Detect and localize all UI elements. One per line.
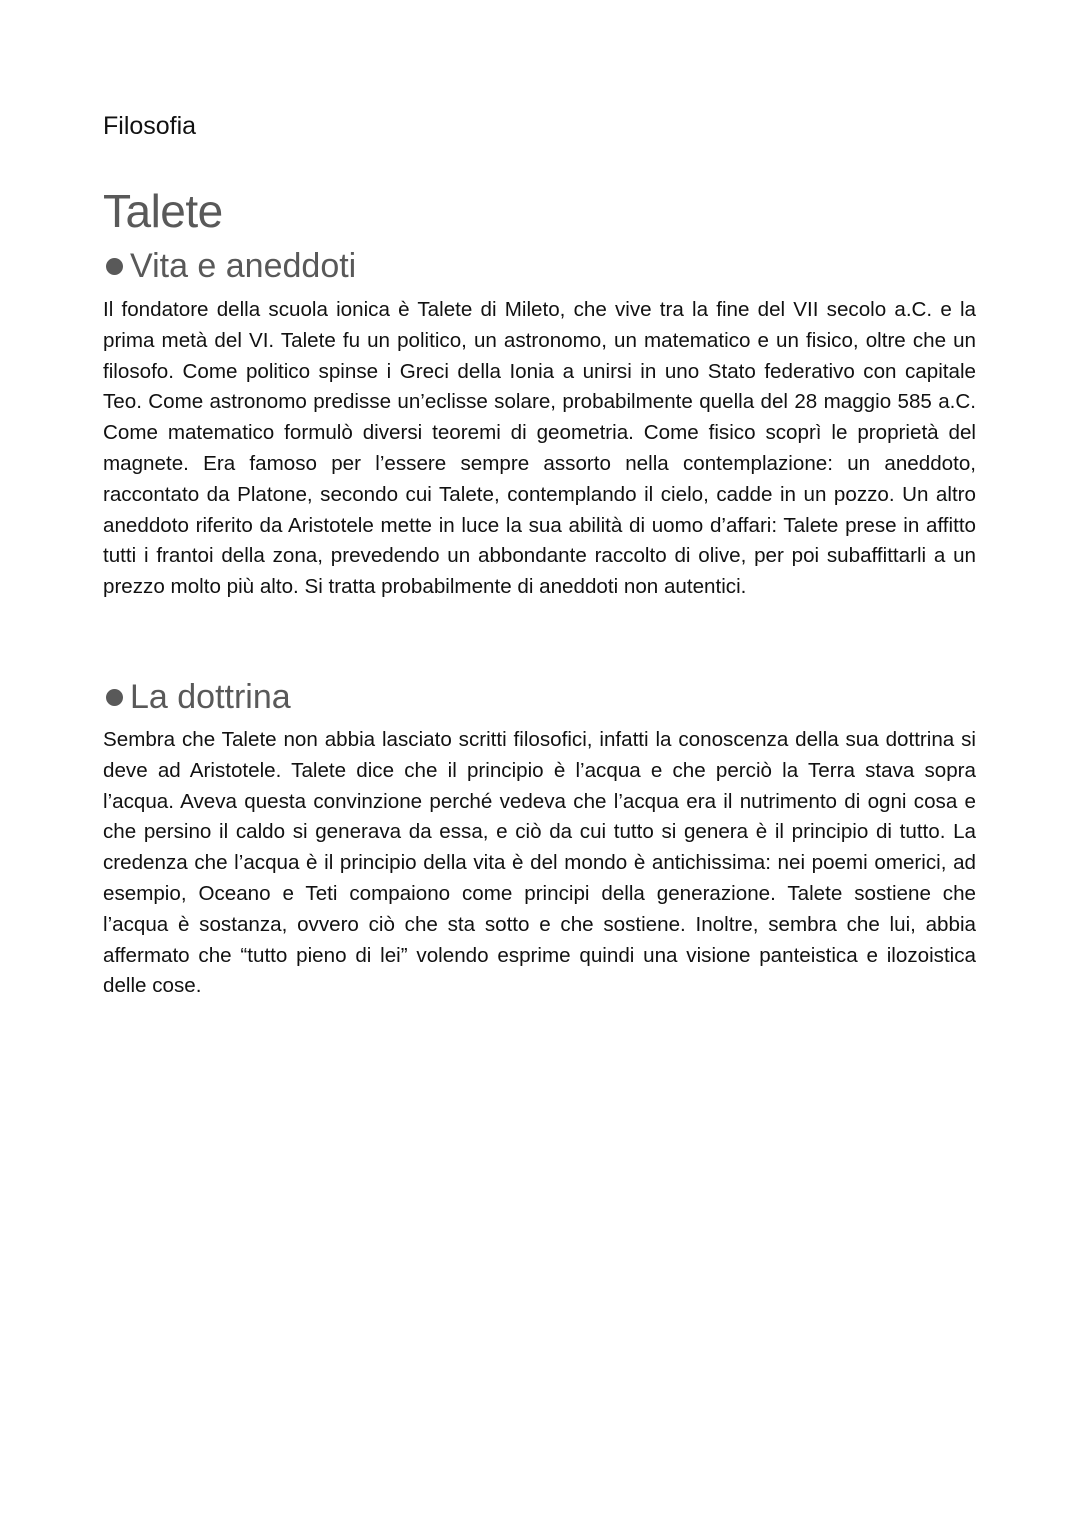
- section-heading-vita: [103, 246, 356, 286]
- document-title: Talete: [103, 185, 223, 237]
- section-body-dottrina: Sembra che Talete non abbia lasciato scritti filosofici, infatti la conoscenza della sua dottrina si deve ad Aristotele. Talete dice che il principio è l’acqua e che perciò la Terra stava sopra l’acqua. Aveva questa convinzione perché vedeva che l’acqua era il nutrimento di ogni cosa e che persino il caldo si generava da essa, e ciò da cui tutto si genera è il principio di tutto. La credenza che l’acqua è il principio della vita è del mondo è antichissima: nei poemi omerici, ad esempio, Oceano e Teti compaiono come principi della generazione. Talete sostiene che l’acqua è sostanza, ovvero ciò che sta sotto e che sostiene. Inoltre, sembra che lui, abbia affermato che “tutto pieno di lei” volendo esprime quindi una visione panteistica e ilozoistica delle cose.: [103, 728, 976, 998]
- section-body-vita: Il fondatore della scuola ionica è Talete di Mileto, che vive tra la fine del VII secolo a.C. e la prima metà del VI. Talete fu un politico, un astronomo, un matematico e un fisico, oltre che un filosofo. Come politico spinse i Greci della Ionia a unirsi in uno Stato federativo con capitale Teo. Come astronomo predisse un’eclisse solare, probabilmente quella del 28 maggio 585 a.C. Come matematico formulò diversi teoremi di geometria. Come fisico scoprì le proprietà del magnete. Era famoso per l’essere sempre assorto nella contemplazione: un aneddoto, raccontato da Platone, secondo cui Talete, contemplando il cielo, cadde in un pozzo. Un altro aneddoto riferito da Aristotele mette in luce la sua abilità di uomo d’affari: Talete prese in affitto tutti i frantoi della zona, prevedendo un abbondante raccolto di olive, per poi subaffittarli a un prezzo molto più alto. Si tratta probabilmente di aneddoti non autentici.: [103, 298, 976, 599]
- section-heading-label: La dottrina: [130, 678, 291, 716]
- bullet-icon: [106, 689, 123, 706]
- bullet-icon: [106, 258, 123, 275]
- subject-label: Filosofia: [103, 112, 197, 140]
- section-heading-dottrina: [103, 677, 291, 717]
- section-heading-label: Vita e aneddoti: [130, 247, 357, 285]
